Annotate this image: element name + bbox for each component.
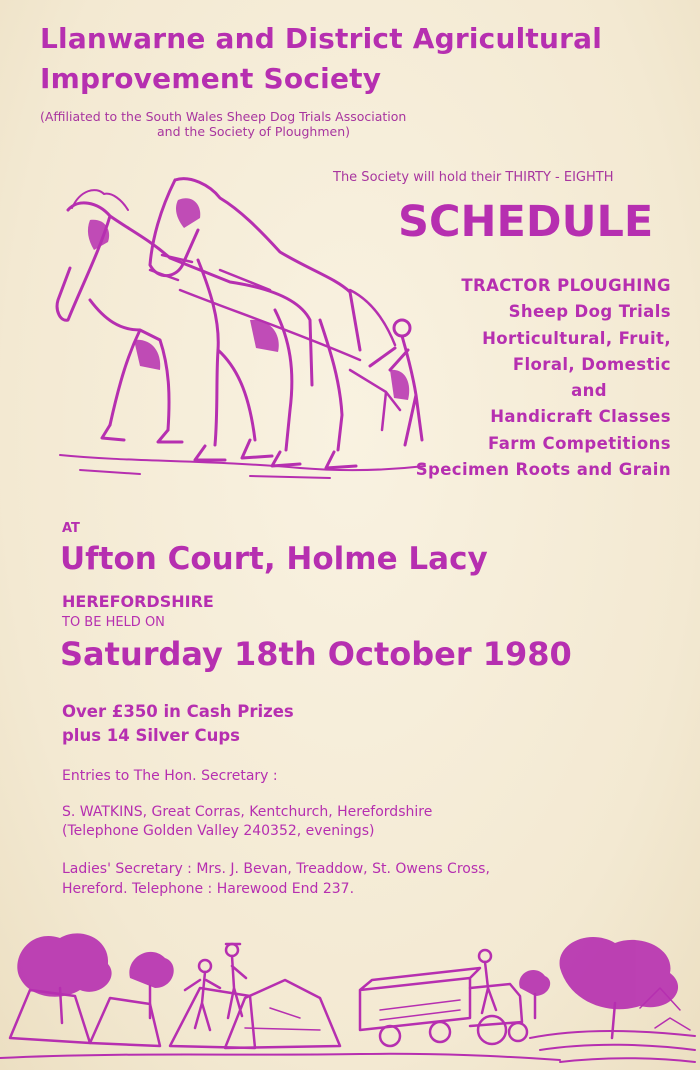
horses-ploughing-illustration xyxy=(50,170,430,480)
event-date: Saturday 18th October 1980 xyxy=(60,635,572,673)
ladies-secretary-line2: Hereford. Telephone : Harewood End 237. xyxy=(62,881,355,897)
class-item: TRACTOR PLOUGHING xyxy=(461,276,671,295)
class-item: Handicraft Classes xyxy=(490,407,671,427)
harvest-scene-illustration xyxy=(0,918,700,1068)
class-item: Sheep Dog Trials xyxy=(508,302,671,322)
held-on-label: TO BE HELD ON xyxy=(62,615,165,630)
society-title-line2: Improvement Society xyxy=(40,62,382,95)
society-title-line1: Llanwarne and District Agricultural xyxy=(40,22,603,55)
venue-name: Ufton Court, Holme Lacy xyxy=(60,541,488,577)
secretary-line1: S. WATKINS, Great Corras, Kentchurch, Herefordshire xyxy=(62,804,433,820)
affiliation-line1: (Affiliated to the South Wales Sheep Dog Trials Association xyxy=(40,109,407,124)
entries-heading: Entries to The Hon. Secretary : xyxy=(62,768,278,784)
secretary-line2: (Telephone Golden Valley 240352, evenings) xyxy=(62,823,375,839)
schedule-title: SCHEDULE xyxy=(398,197,654,247)
prizes-line2: plus 14 Silver Cups xyxy=(62,726,240,745)
ladies-secretary-line1: Ladies' Secretary : Mrs. J. Bevan, Treaddow, St. Owens Cross, xyxy=(62,861,490,877)
class-item: and xyxy=(571,381,607,401)
affiliation-line2: and the Society of Ploughmen) xyxy=(157,124,350,139)
prizes-line1: Over £350 in Cash Prizes xyxy=(62,702,294,721)
class-item: Horticultural, Fruit, xyxy=(482,328,671,348)
hold-text: The Society will hold their THIRTY - EIGHTH xyxy=(333,170,614,185)
class-item: Farm Competitions xyxy=(488,433,671,453)
class-list xyxy=(416,273,671,483)
class-item: Specimen Roots and Grain xyxy=(415,460,671,480)
venue-county: HEREFORDSHIRE xyxy=(62,592,214,611)
venue-at: AT xyxy=(62,521,80,536)
class-item: Floral, Domestic xyxy=(512,354,671,374)
